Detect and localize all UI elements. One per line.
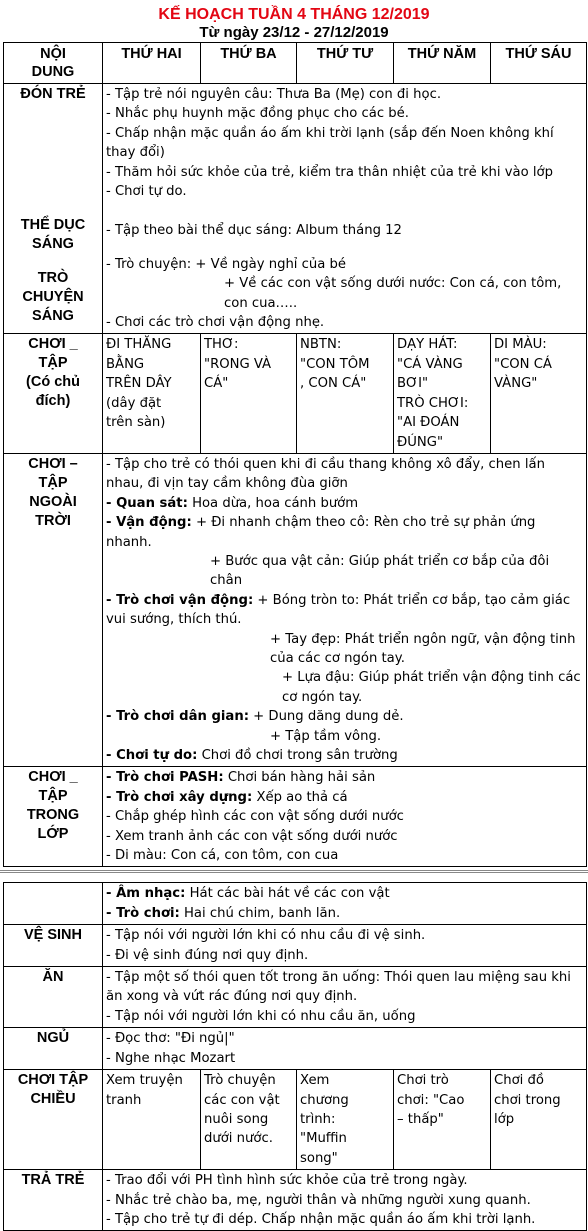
don-tre-line: - Chấp nhận mặc quần áo ấm khi trời lạnh (sắp đến Noen không khí thay đổi) [106,125,554,161]
choi-chieu-friday: Chơi đồ chơi trong lớp [491,1070,587,1170]
label-an: ĂN [4,967,103,1028]
document-title: KẾ HOẠCH TUẦN 4 THÁNG 12/2019 [158,6,430,23]
row-tra-tre [4,1170,587,1231]
ve-sinh-content: - Tập nói với người lớn khi có nhu cầu đi vệ sinh. - Đi vệ sinh đúng nơi quy định. [103,925,587,967]
label-ngu: NGỦ [4,1028,103,1070]
header-day-friday: THỨ SÁU [491,43,587,84]
an-content: - Tập một số thói quen tốt trong ăn uống: Thói quen lau miệng sau khi ăn xong và vứt rác đúng nơi quy định. - Tập nói với người lớn khi có nhu cầu ăn, uống [103,967,587,1028]
don-tre-line: - Nhắc phụ huynh mặc đồng phục cho các bé. [106,106,409,122]
don-tre-line: - Tập trẻ nói nguyên câu: Thưa Ba (Mẹ) con đi học. [106,87,442,102]
label-choi-tap: CHƠI _ TẬP (Có chủ đích) [4,334,103,453]
header-day-wednesday: THỨ TƯ [297,43,394,84]
row-ngoai-troi [4,453,587,767]
label-tro-chuyen: TRÒ CHUYỆN SÁNG [22,270,84,324]
choi-chieu-tuesday: Trò chuyện các con vật nuôi song dưới nước. [201,1070,297,1170]
label-ve-sinh: VỆ SINH [4,925,103,967]
row-ngu [4,1028,587,1070]
header-content: NỘI DUNG [4,43,103,84]
don-tre-line: - Thăm hỏi sức khỏe của trẻ, kiểm tra thân nhiệt của trẻ khi vào lớp [106,164,553,180]
ngoai-troi-content: - Tập cho trẻ có thói quen khi đi cầu thang không xô đẩy, chen lấn nhau, đi vịn tay cầm không đùa giỡn - Quan sát: Hoa dừa, hoa cánh bướm - Vận động: + Đi nhanh chậm theo cô: Rèn cho trẻ sự phản ứng nhanh. + Bước qua vật cản: Giúp phát triển cơ bắp của đôi chân - Trò chơi vận động: + Bóng tròn to: Phát triển cơ bắp, tạo cảm giác vui sướng, thích thú. + Tay đẹp: Phát triển ngôn ngữ, vận động tinh của các cơ ngón tay. + Lựa đậu: Giúp phát triển vận động tinh các cơ ngón tay. - Trò chơi dân gian: + Dung dăng dung dẻ. + Tập tầm vông. - Chơi tự do: Chơi đồ chơi trong sân trường [103,453,587,767]
label-the-duc: THỂ DỤC SÁNG [20,217,86,252]
header-day-monday: THỨ HAI [103,43,201,84]
choi-tap-monday: ĐI THĂNG BẰNG TRÊN DÂY (dây đặt trên sàn) [103,334,201,453]
tro-chuyen-line: - Chơi các trò chơi vận động nhẹ. [106,315,325,331]
the-duc-line: - Tập theo bài thể dục sáng: Album tháng 12 [106,223,402,239]
label-don-tre: ĐÓN TRẺ [20,86,86,102]
choi-tap-thursday: DẠY HÁT: "CÁ VÀNG BƠI" TRÒ CHƠI: "AI ĐOÁN ĐÚNG" [394,334,491,453]
choi-tap-tuesday: THƠ: "RONG VÀ CÁ" [201,334,297,453]
document-subtitle: Từ ngày 23/12 - 27/12/2019 [199,24,389,41]
weekly-plan-table-continued [3,882,587,1231]
weekly-plan-table [3,42,587,867]
choi-tap-friday: DI MÀU: "CON CÁ VÀNG" [491,334,587,453]
ngu-content: - Đọc thơ: "Đi ngủ|" - Nghe nhạc Mozart [103,1028,587,1070]
label-choi-chieu: CHƠI TẬP CHIỀU [4,1070,103,1170]
tro-chuyen-line: + Về các con vật sống dưới nước: Con cá, con tôm, con cua….. [224,276,562,311]
row-morning-labels [4,84,103,334]
continued-content: - Âm nhạc: Hát các bài hát về các con vật - Trò chơi: Hai chú chim, banh lăn. [103,883,587,925]
row-continued [4,883,587,925]
row-choi-tap [4,334,587,453]
row-choi-chieu [4,1070,587,1170]
label-tra-tre: TRẢ TRẺ [4,1170,103,1231]
document-title-block [0,0,588,42]
row-trong-lop [4,767,587,867]
header-day-tuesday: THỨ BA [201,43,297,84]
page-break-divider [0,870,588,873]
row-morning [4,84,587,334]
row-an [4,967,587,1028]
header-day-thursday: THỨ NĂM [394,43,491,84]
label-trong-lop: CHƠI _ TẬP TRONG LỚP [4,767,103,867]
choi-chieu-monday: Xem truyện tranh [103,1070,201,1170]
label-ngoai-troi: CHƠI – TẬP NGOÀI TRỜI [4,453,103,767]
row-ve-sinh [4,925,587,967]
tra-tre-content: - Trao đổi với PH tình hình sức khỏe của trẻ trong ngày. - Nhắc trẻ chào ba, mẹ, người thân và những người xung quanh. - Tập cho trẻ tự đi dép. Chấp nhận mặc quần áo ấm khi trời lạnh. [103,1170,587,1231]
don-tre-line: - Chơi tự do. [106,184,187,200]
choi-chieu-wednesday: Xem chương trình: "Muffin song" [297,1070,394,1170]
header-row [4,43,587,84]
tro-chuyen-line: - Trò chuyện: + Về ngày nghỉ của bé [106,256,347,272]
choi-chieu-thursday: Chơi trò chơi: "Cao – thấp" [394,1070,491,1170]
trong-lop-content: - Trò chơi PASH: Chơi bán hàng hải sản - Trò chơi xây dựng: Xếp ao thả cá - Chắp ghép hình các con vật sống dưới nước - Xem tranh ảnh các con vật sống dưới nước - Di màu: Con cá, con tôm, con cua [103,767,587,867]
row-morning-content [103,84,587,334]
choi-tap-wednesday: NBTN: "CON TÔM , CON CÁ" [297,334,394,453]
